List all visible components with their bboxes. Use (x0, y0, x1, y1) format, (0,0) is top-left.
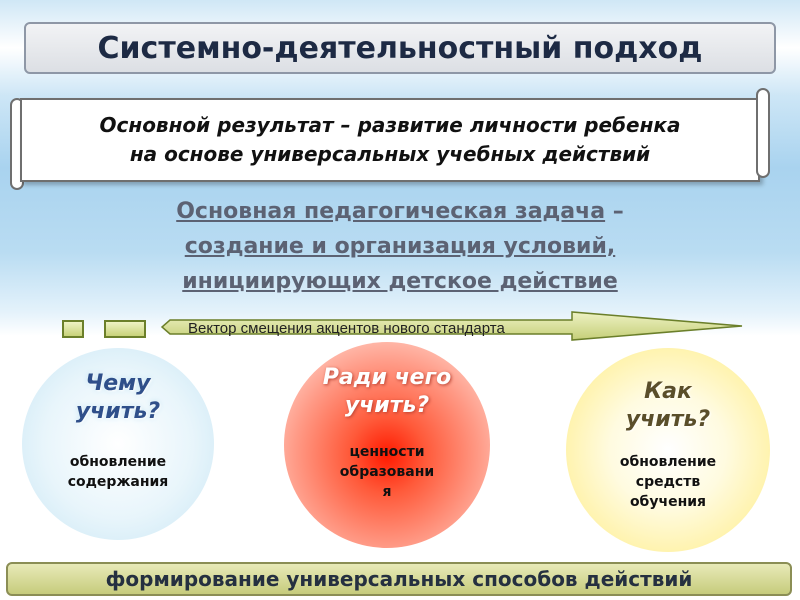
result-scroll (10, 92, 770, 192)
scroll-banner (20, 98, 760, 182)
circle-why (284, 342, 490, 548)
question-how-line-2: учить? (625, 407, 711, 432)
question-how-line-1: Как (644, 379, 692, 404)
task-line-1 (100, 194, 700, 229)
task-heading: Основная педагогическая задача (176, 199, 606, 224)
desc-what (48, 452, 188, 492)
circle-what (22, 348, 214, 540)
desc-what-line-1: обновление (69, 454, 167, 470)
bottom-banner: формирование универсальных способов действий (6, 562, 792, 596)
task-dash: – (605, 199, 624, 224)
scroll-line-2: на основе универсальных учебных действий (129, 142, 651, 166)
task-line-3 (100, 264, 700, 299)
desc-how-line-3: обучения (629, 494, 707, 510)
desc-how-line-2: средств (635, 474, 701, 490)
question-what-line-1: Чему (85, 371, 151, 396)
circle-how (566, 348, 770, 552)
question-how (626, 378, 710, 434)
slide-title: Системно-деятельностный подход (24, 22, 776, 74)
scroll-line-1: Основной результат – развитие личности ребенка (99, 113, 681, 137)
desc-how-line-1: обновление (619, 454, 717, 470)
question-why-line-1: Ради чего (322, 365, 452, 390)
question-what-line-2: учить? (75, 399, 161, 424)
task-line-3-text: инициирующих детское действие (182, 269, 618, 294)
desc-why-line-1: ценности (349, 444, 425, 460)
task-line-2 (100, 229, 700, 264)
vector-label: Вектор смещения акцентов нового стандарта (188, 320, 505, 337)
vector-arrow (62, 312, 752, 348)
pedagogical-task (100, 194, 700, 299)
desc-why-line-2: образовани (339, 464, 435, 480)
scroll-roll-right (756, 88, 770, 178)
question-what (76, 370, 160, 426)
desc-what-line-2: содержания (67, 474, 169, 490)
task-line-2-text: создание и организация условий, (184, 234, 616, 259)
question-why-line-2: учить? (344, 393, 430, 418)
desc-how (598, 452, 738, 512)
question-why (323, 364, 451, 420)
desc-why-line-3: я (382, 484, 392, 500)
desc-why (327, 442, 447, 502)
